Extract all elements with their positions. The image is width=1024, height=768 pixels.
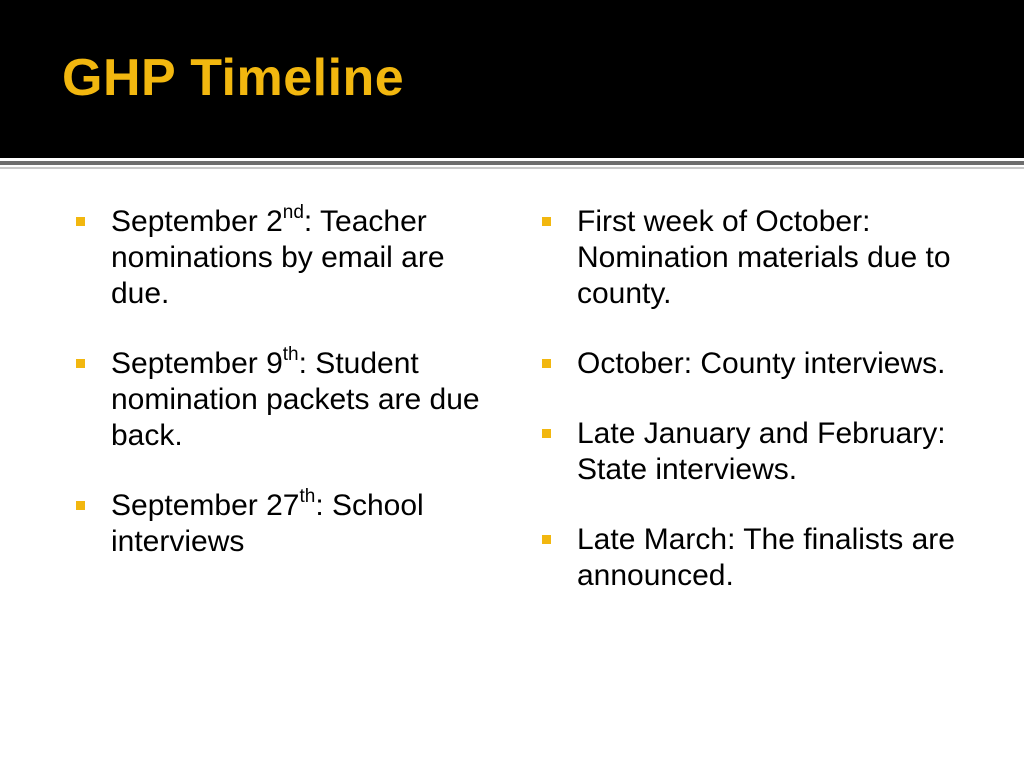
square-bullet-icon <box>542 535 551 544</box>
item-text: : Student nomination packets are due back. <box>111 347 480 452</box>
item-text: First week of October: Nomination materials due to county. <box>577 205 951 310</box>
item-text: Late January and February: State interviews. <box>577 417 946 486</box>
divider-thin <box>0 167 1024 169</box>
list-item <box>542 522 982 594</box>
square-bullet-icon <box>76 359 85 368</box>
title-bar <box>0 0 1024 158</box>
item-text: October: County interviews. <box>577 347 946 380</box>
item-text: : Teacher nominations by email are due. <box>111 205 445 310</box>
item-date: September 27 <box>111 489 300 522</box>
ordinal-suffix: nd <box>282 202 304 223</box>
square-bullet-icon <box>542 429 551 438</box>
ordinal-suffix: th <box>299 486 316 507</box>
ordinal-suffix: th <box>282 344 299 365</box>
square-bullet-icon <box>542 217 551 226</box>
list-item <box>76 488 496 560</box>
list-item <box>542 204 982 312</box>
list-item <box>542 346 982 382</box>
list-item <box>542 416 982 488</box>
list-item <box>76 204 496 312</box>
left-bullet-list <box>76 204 496 594</box>
item-date: September 9 <box>111 347 283 380</box>
slide-title: GHP Timeline <box>62 49 405 107</box>
right-bullet-list <box>542 204 982 628</box>
square-bullet-icon <box>76 217 85 226</box>
item-text: : School interviews <box>111 489 424 558</box>
item-text: Late March: The finalists are announced. <box>577 523 955 592</box>
square-bullet-icon <box>542 359 551 368</box>
list-item <box>76 346 496 454</box>
item-date: September 2 <box>111 205 283 238</box>
square-bullet-icon <box>76 501 85 510</box>
divider-thick <box>0 161 1024 165</box>
